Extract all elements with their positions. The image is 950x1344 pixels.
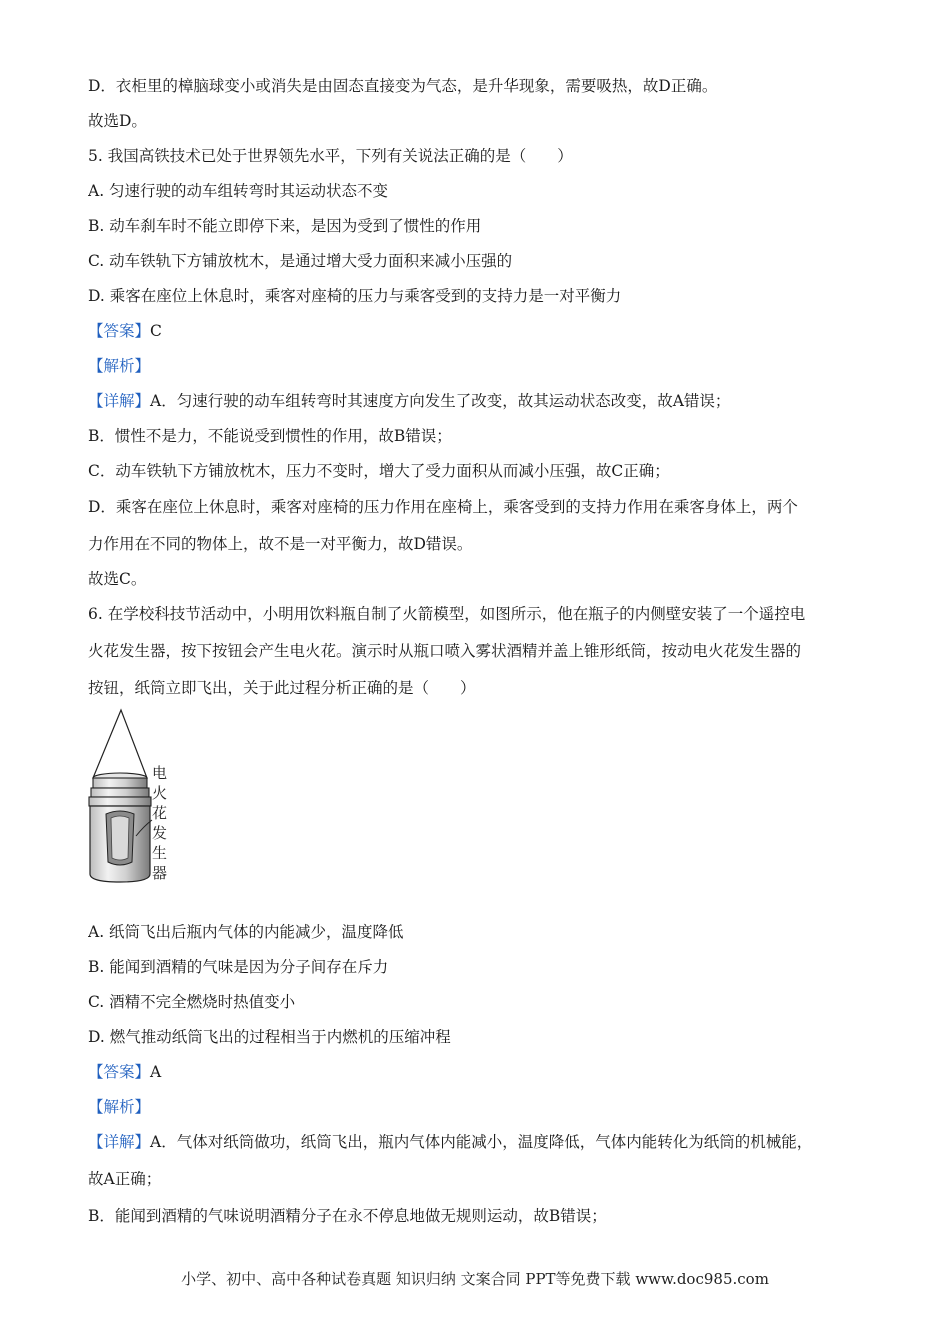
figure-label-char: 发 <box>152 824 168 842</box>
paper-cone <box>93 710 147 778</box>
detail-text: A．匀速行驶的动车组转弯时其速度方向发生了改变，故其运动状态改变，故A错误； <box>150 392 731 410</box>
q5-stem: 5. 我国高铁技术已处于世界领先水平，下列有关说法正确的是（ ） <box>88 147 573 165</box>
q6-detail-a <box>88 1131 868 1153</box>
bottle-window-inner <box>111 816 129 860</box>
q6-detail-b: B．能闻到酒精的气味说明酒精分子在永不停息地做无规则运动，故B错误； <box>88 1207 607 1225</box>
q5-option-c: C. 动车铁轨下方铺放枕木，是通过增大受力面积来减小压强的 <box>88 252 513 270</box>
analysis-tag: 【解析】 <box>88 1098 151 1116</box>
q4-option-d-explanation: D．衣柜里的樟脑球变小或消失是由固态直接变为气态，是升华现象，需要吸热，故D正确。 <box>88 77 718 95</box>
q4-conclusion: 故选D。 <box>88 112 147 130</box>
bottle-ring-2 <box>91 788 149 797</box>
q6-analysis-heading <box>88 1096 868 1118</box>
q5-option-b: B. 动车刹车时不能立即停下来，是因为受到了惯性的作用 <box>88 217 482 235</box>
figure-label-char: 花 <box>152 804 168 822</box>
figure-label-char: 火 <box>152 784 168 802</box>
q6-option-a: A. 纸筒飞出后瓶内气体的内能减少，温度降低 <box>88 923 404 941</box>
bottle-ring-1 <box>93 778 147 788</box>
q6-answer <box>88 1061 868 1083</box>
q6-stem-line-1: 6. 在学校科技节活动中，小明用饮料瓶自制了火箭模型，如图所示，他在瓶子的内侧壁安装了一个遥控电 <box>88 605 806 623</box>
figure-label-char: 器 <box>152 864 168 882</box>
q6-option-c: C. 酒精不完全燃烧时热值变小 <box>88 993 296 1011</box>
answer-tag: 【答案】 <box>88 322 151 340</box>
page-footer: 小学、初中、高中各种试卷真题 知识归纳 文案合同 PPT等免费下载 www.doc985.com <box>181 1270 769 1288</box>
q6-stem-line-2: 火花发生器，按下按钮会产生电火花。演示时从瓶口喷入雾状酒精并盖上锥形纸筒，按动电火花发生器的 <box>88 642 802 660</box>
answer-value: A <box>150 1063 162 1081</box>
q6-stem-line-3: 按钮，纸筒立即飞出，关于此过程分析正确的是（ ） <box>88 679 476 697</box>
detail-tag: 【详解】 <box>88 392 151 410</box>
bottle-ring-3 <box>89 797 151 806</box>
answer-value: C <box>150 322 162 340</box>
q5-option-a: A. 匀速行驶的动车组转弯时其运动状态不变 <box>88 182 389 200</box>
analysis-tag: 【解析】 <box>88 357 151 375</box>
answer-tag: 【答案】 <box>88 1063 151 1081</box>
figure-label-char: 电 <box>152 764 168 782</box>
q5-analysis-heading <box>88 355 868 377</box>
q5-detail-c: C．动车铁轨下方铺放枕木，压力不变时，增大了受力面积从而减小压强，故C正确； <box>88 462 670 480</box>
q5-detail-d-cont: 力作用在不同的物体上，故不是一对平衡力，故D错误。 <box>88 535 473 553</box>
q5-detail-a <box>88 390 868 412</box>
q6-detail-a-cont: 故A正确； <box>88 1170 162 1188</box>
q5-detail-d: D．乘客在座位上休息时，乘客对座椅的压力作用在座椅上，乘客受到的支持力作用在乘客身体上，两个 <box>88 498 798 516</box>
q6-option-b: B. 能闻到酒精的气味是因为分子间存在斥力 <box>88 958 389 976</box>
q6-option-d: D. 燃气推动纸筒飞出的过程相当于内燃机的压缩冲程 <box>88 1028 451 1046</box>
detail-text: A．气体对纸筒做功，纸筒飞出，瓶内气体内能减小，温度降低，气体内能转化为纸筒的机械能， <box>150 1133 813 1151</box>
q5-conclusion: 故选C。 <box>88 570 147 588</box>
figure-label-char: 生 <box>152 844 168 862</box>
rocket-bottle-figure <box>86 708 182 888</box>
detail-tag: 【详解】 <box>88 1133 151 1151</box>
q5-option-d: D. 乘客在座位上休息时，乘客对座椅的压力与乘客受到的支持力是一对平衡力 <box>88 287 622 305</box>
q5-answer <box>88 320 868 342</box>
q5-detail-b: B．惯性不是力，不能说受到惯性的作用，故B错误； <box>88 427 452 445</box>
